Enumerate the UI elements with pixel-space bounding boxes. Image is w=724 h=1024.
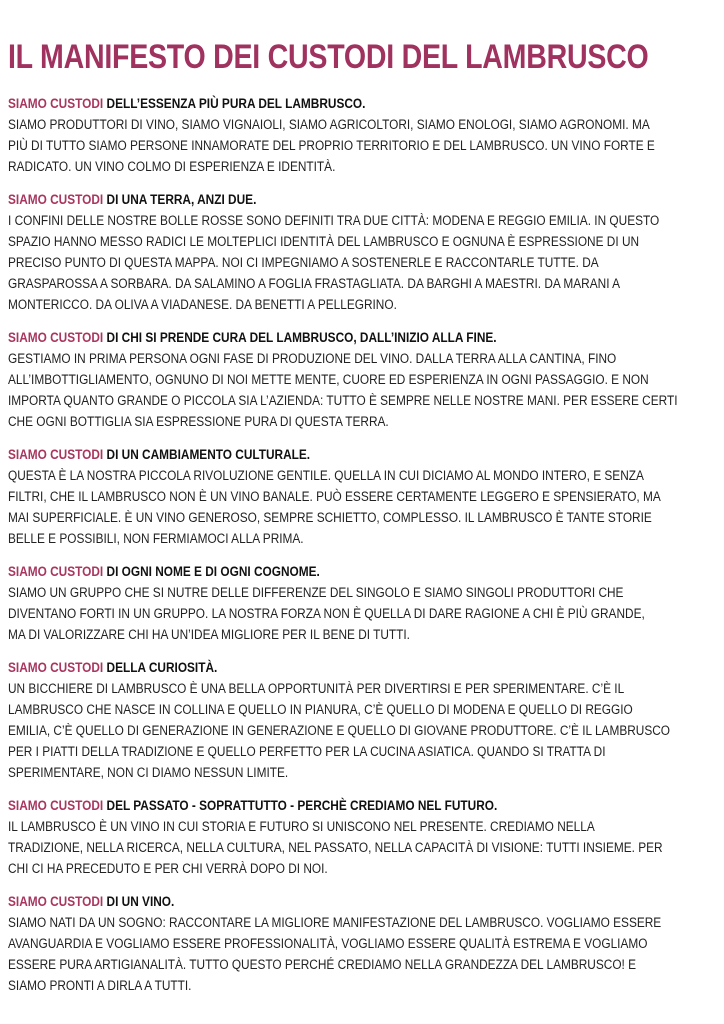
section-heading <box>8 658 724 679</box>
manifesto-section <box>8 445 724 550</box>
section-text-line: AVANGUARDIA E VOGLIAMO ESSERE PROFESSIONALITÀ, VOGLIAMO ESSERE QUALITÀ ESTREMA E VOGLIAMO <box>8 936 648 952</box>
section-text-line: EMILIA, C’È QUELLO DI GENERAZIONE IN GENERAZIONE E QUELLO DI GIOVANE PRODUTTORE. C’È IL LAMBRUSCO <box>8 723 671 739</box>
section-text-line: LAMBRUSCO CHE NASCE IN COLLINA E QUELLO IN PIANURA, C’È QUELLO DI MODENA E QUELLO DI REGGIO <box>8 702 633 718</box>
section-text-line: IL LAMBRUSCO È UN VINO IN CUI STORIA E FUTURO SI UNISCONO NEL PRESENTE. CREDIAMO NELLA <box>8 819 595 835</box>
section-text-line: MA DI VALORIZZARE CHI HA UN’IDEA MIGLIORE PER IL BENE DI TUTTI. <box>8 627 410 643</box>
manifesto-section <box>8 892 724 997</box>
manifesto-section <box>8 796 724 880</box>
section-heading <box>8 562 724 583</box>
manifesto-section <box>8 94 724 178</box>
manifesto-section <box>8 658 724 784</box>
section-text-line: ALL’IMBOTTIGLIAMENTO, OGNUNO DI NOI METTE MENTE, CUORE ED ESPERIENZA IN OGNI PASSAGGIO. E NON <box>8 372 649 388</box>
section-text-line: SIAMO UN GRUPPO CHE SI NUTRE DELLE DIFFERENZE DEL SINGOLO E SIAMO SINGOLI PRODUTTORI CHE <box>8 585 624 601</box>
section-heading-prefix: SIAMO CUSTODI <box>8 96 104 112</box>
section-text-line: GESTIAMO IN PRIMA PERSONA OGNI FASE DI PRODUZIONE DEL VINO. DALLA TERRA ALLA CANTINA, FINO <box>8 351 617 367</box>
manifesto-section <box>8 562 724 646</box>
section-text-line: RADICATO. UN VINO COLMO DI ESPERIENZA E IDENTITÀ. <box>8 159 336 175</box>
section-text-line: SIAMO PRODUTTORI DI VINO, SIAMO VIGNAIOLI, SIAMO AGRICOLTORI, SIAMO ENOLOGI, SIAMO AGRONOMI. MA <box>8 117 650 133</box>
section-text-line: CHE OGNI BOTTIGLIA SIA ESPRESSIONE PURA DI QUESTA TERRA. <box>8 414 389 430</box>
section-heading-text: DI OGNI NOME E DI OGNI COGNOME. <box>103 564 320 580</box>
section-heading-prefix: SIAMO CUSTODI <box>8 330 104 346</box>
section-text-line: SIAMO PRONTI A DIRLA A TUTTI. <box>8 978 192 994</box>
manifesto-section <box>8 328 724 433</box>
section-text-line: QUESTA È LA NOSTRA PICCOLA RIVOLUZIONE GENTILE. QUELLA IN CUI DICIAMO AL MONDO INTERO, E SENZA <box>8 468 644 484</box>
section-text-line: PIÙ DI TUTTO SIAMO PERSONE INNAMORATE DEL PROPRIO TERRITORIO E DEL LAMBRUSCO. UN VINO FORTE E <box>8 138 655 154</box>
section-text-line: BELLE E POSSIBILI, NON FERMIAMOCI ALLA PRIMA. <box>8 531 304 547</box>
section-text-line: DIVENTANO FORTI IN UN GRUPPO. LA NOSTRA FORZA NON È QUELLA DI DARE RAGIONE A CHI È PIÙ GRANDE, <box>8 606 645 622</box>
page-title: IL MANIFESTO DEI CUSTODI DEL LAMBRUSCO <box>8 38 649 76</box>
section-text-line: PER I PIATTI DELLA TRADIZIONE E QUELLO PERFETTO PER LA CUCINA ASIATICA. QUANDO SI TRATTA DI <box>8 744 606 760</box>
section-heading <box>8 190 724 211</box>
section-heading-prefix: SIAMO CUSTODI <box>8 192 104 208</box>
section-heading <box>8 94 724 115</box>
section-heading-prefix: SIAMO CUSTODI <box>8 798 104 814</box>
section-text-line: TRADIZIONE, NELLA RICERCA, NELLA CULTURA, NEL PASSATO, NELLA CAPACITÀ DI VISIONE: TUTTI INSIEME. PER <box>8 840 663 856</box>
section-heading-text: DEL PASSATO - SOPRATTUTTO - PERCHÈ CREDIAMO NEL FUTURO. <box>103 798 498 814</box>
section-text-line: MONTERICCO. DA OLIVA A VIADANESE. DA BENETTI A PELLEGRINO. <box>8 297 397 313</box>
section-heading-text: DI UNA TERRA, ANZI DUE. <box>103 192 257 208</box>
section-heading-text: DI UN CAMBIAMENTO CULTURALE. <box>103 447 311 463</box>
section-text-line: IMPORTA QUANTO GRANDE O PICCOLA SIA L’AZIENDA: TUTTO È SEMPRE NELLE NOSTRE MANI. PER ESSERE CERTI <box>8 393 678 409</box>
section-text-line: UN BICCHIERE DI LAMBRUSCO È UNA BELLA OPPORTUNITÀ PER DIVERTIRSI E PER SPERIMENTARE. C’È IL <box>8 681 625 697</box>
section-heading-prefix: SIAMO CUSTODI <box>8 894 104 910</box>
section-heading <box>8 328 724 349</box>
section-heading-text: DELLA CURIOSITÀ. <box>103 660 218 676</box>
section-heading-text: DI UN VINO. <box>103 894 175 910</box>
section-heading <box>8 445 724 466</box>
section-heading-text: DELL’ESSENZA PIÙ PURA DEL LAMBRUSCO. <box>103 96 366 112</box>
section-text-line: SPERIMENTARE, NON CI DIAMO NESSUN LIMITE. <box>8 765 289 781</box>
section-heading <box>8 796 724 817</box>
section-text-line: CHI CI HA PRECEDUTO E PER CHI VERRÀ DOPO DI NOI. <box>8 861 328 877</box>
section-text-line: SPAZIO HANNO MESSO RADICI LE MOLTEPLICI IDENTITÀ DEL LAMBRUSCO E OGNUNA È ESPRESSIONE DI UN <box>8 234 640 250</box>
section-text-line: FILTRI, CHE IL LAMBRUSCO NON È UN VINO BANALE. PUÒ ESSERE CERTAMENTE LEGGERO E SPENSIERATO, MA <box>8 489 661 505</box>
section-text-line: I CONFINI DELLE NOSTRE BOLLE ROSSE SONO DEFINITI TRA DUE CITTÀ: MODENA E REGGIO EMILIA. IN QUESTO <box>8 213 660 229</box>
section-text-line: GRASPAROSSA A SORBARA. DA SALAMINO A FOGLIA FRASTAGLIATA. DA BARGHI A MAESTRI. DA MARANI A <box>8 276 621 292</box>
section-heading-text: DI CHI SI PRENDE CURA DEL LAMBRUSCO, DALL’INIZIO ALLA FINE. <box>103 330 497 346</box>
manifesto-section <box>8 190 724 316</box>
section-text-line: SIAMO NATI DA UN SOGNO: RACCONTARE LA MIGLIORE MANIFESTAZIONE DEL LAMBRUSCO. VOGLIAMO ESSERE <box>8 915 662 931</box>
manifesto-body <box>8 94 724 1009</box>
section-heading <box>8 892 724 913</box>
section-heading-prefix: SIAMO CUSTODI <box>8 447 104 463</box>
section-text-line: PRECISO PUNTO DI QUESTA MAPPA. NOI CI IMPEGNIAMO A SOSTENERLE E RACCONTARLE TUTTE. DA <box>8 255 599 271</box>
section-heading-prefix: SIAMO CUSTODI <box>8 564 104 580</box>
section-text-line: MAI SUPERFICIALE. È UN VINO GENEROSO, SEMPRE SCHIETTO, COMPLESSO. IL LAMBRUSCO È TANTE STORIE <box>8 510 652 526</box>
section-heading-prefix: SIAMO CUSTODI <box>8 660 104 676</box>
section-text-line: ESSERE PURA ARTIGIANALITÀ. TUTTO QUESTO PERCHÉ CREDIAMO NELLA GRANDEZZA DEL LAMBRUSCO! E <box>8 957 637 973</box>
